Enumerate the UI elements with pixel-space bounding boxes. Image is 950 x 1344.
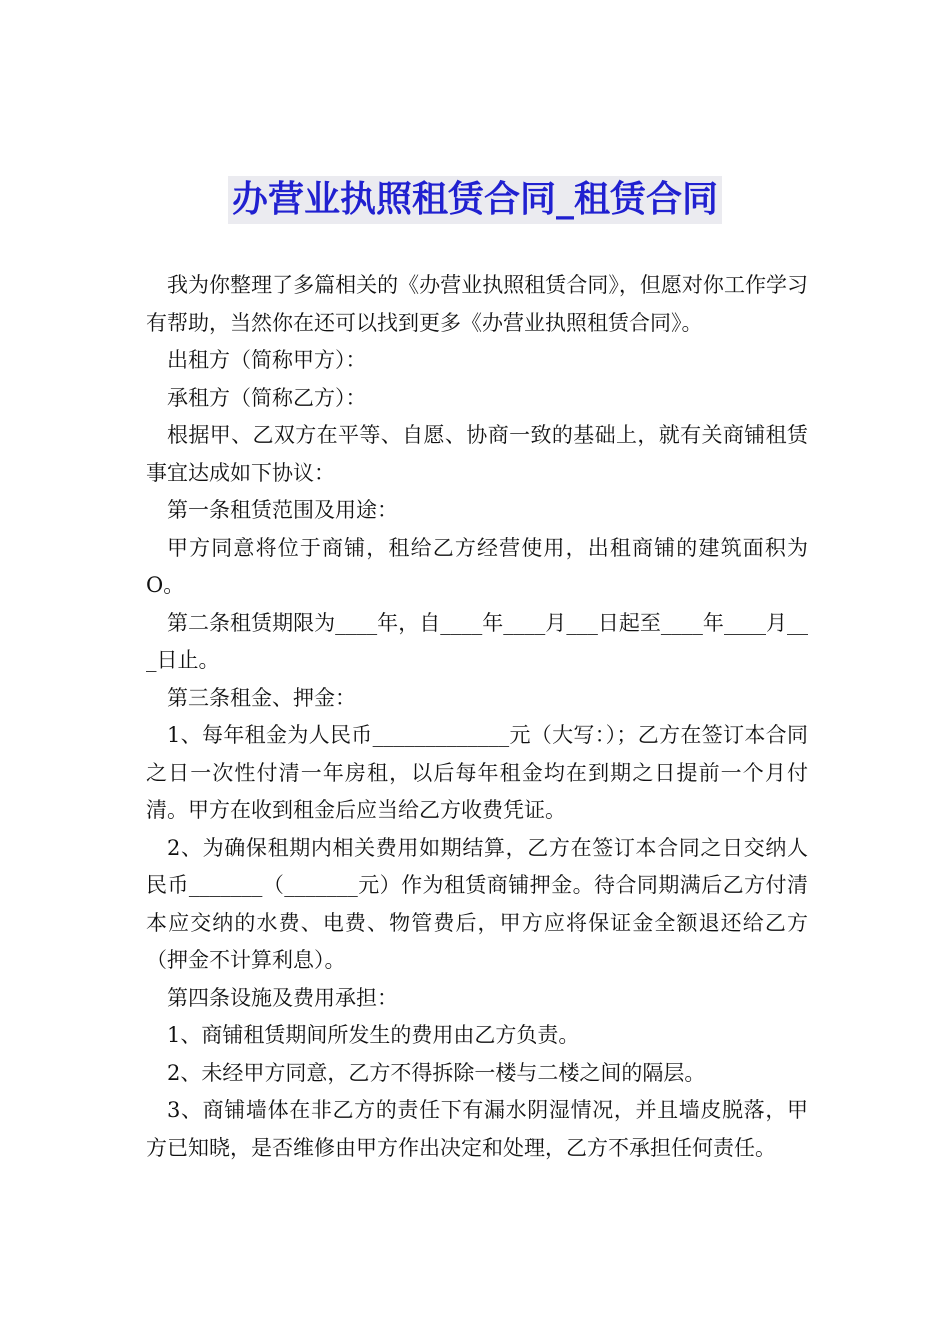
paragraph-article-4-heading: 第四条设施及费用承担： bbox=[167, 985, 398, 1010]
paragraph-article-4-item-2: 2、未经甲方同意，乙方不得拆除一楼与二楼之间的隔层。 bbox=[167, 1060, 706, 1085]
paragraph-article-3-heading: 第三条租金、押金： bbox=[167, 685, 356, 710]
paragraph-article-4-item-3: 3、商铺墙体在非乙方的责任下有漏水阴湿情况，并且墙皮脱落，甲方已知晓，是否维修由甲方作出决定和处理，乙方不承担任何责任。 bbox=[146, 1098, 808, 1160]
document-title: 办营业执照租赁合同_租赁合同 bbox=[228, 176, 722, 224]
paragraph-agreement-basis: 根据甲、乙双方在平等、自愿、协商一致的基础上，就有关商铺租赁事宜达成如下协议： bbox=[146, 423, 808, 485]
paragraph-intro: 我为你整理了多篇相关的《办营业执照租赁合同》，但愿对你工作学习有帮助，当然你在还可以找到更多《办营业执照租赁合同》。 bbox=[146, 273, 808, 335]
paragraph-article-1-body: 甲方同意将位于商铺，租给乙方经营使用，出租商铺的建筑面积为O。 bbox=[146, 535, 808, 597]
paragraph-article-2: 第二条租赁期限为____年，自____年____月___日起至____年____月___日止。 bbox=[146, 610, 808, 672]
paragraph-article-4-item-1: 1、商铺租赁期间所发生的费用由乙方负责。 bbox=[167, 1023, 580, 1047]
paragraph-article-3-item-1: 1、每年租金为人民币_____________元（大写：）；乙方在签订本合同之日一次性付清一年房租，以后每年租金均在到期之日提前一个月付清。甲方在收到租金后应当给乙方收费凭证。 bbox=[146, 723, 808, 822]
paragraph-lessee: 承租方（简称乙方）： bbox=[167, 385, 367, 410]
document-body bbox=[146, 267, 808, 1167]
paragraph-article-1-heading: 第一条租赁范围及用途： bbox=[167, 498, 398, 522]
paragraph-lessor: 出租方（简称甲方）： bbox=[167, 348, 367, 372]
title-container bbox=[0, 176, 950, 224]
paragraph-article-3-item-2: 2、为确保租期内相关费用如期结算，乙方在签订本合同之日交纳人民币_______（_______元）作为租赁商铺押金。待合同期满后乙方付清本应交纳的水费、电费、物管费后，甲方应将保证金全额退还给乙方（押金不计算利息）。 bbox=[146, 835, 808, 972]
